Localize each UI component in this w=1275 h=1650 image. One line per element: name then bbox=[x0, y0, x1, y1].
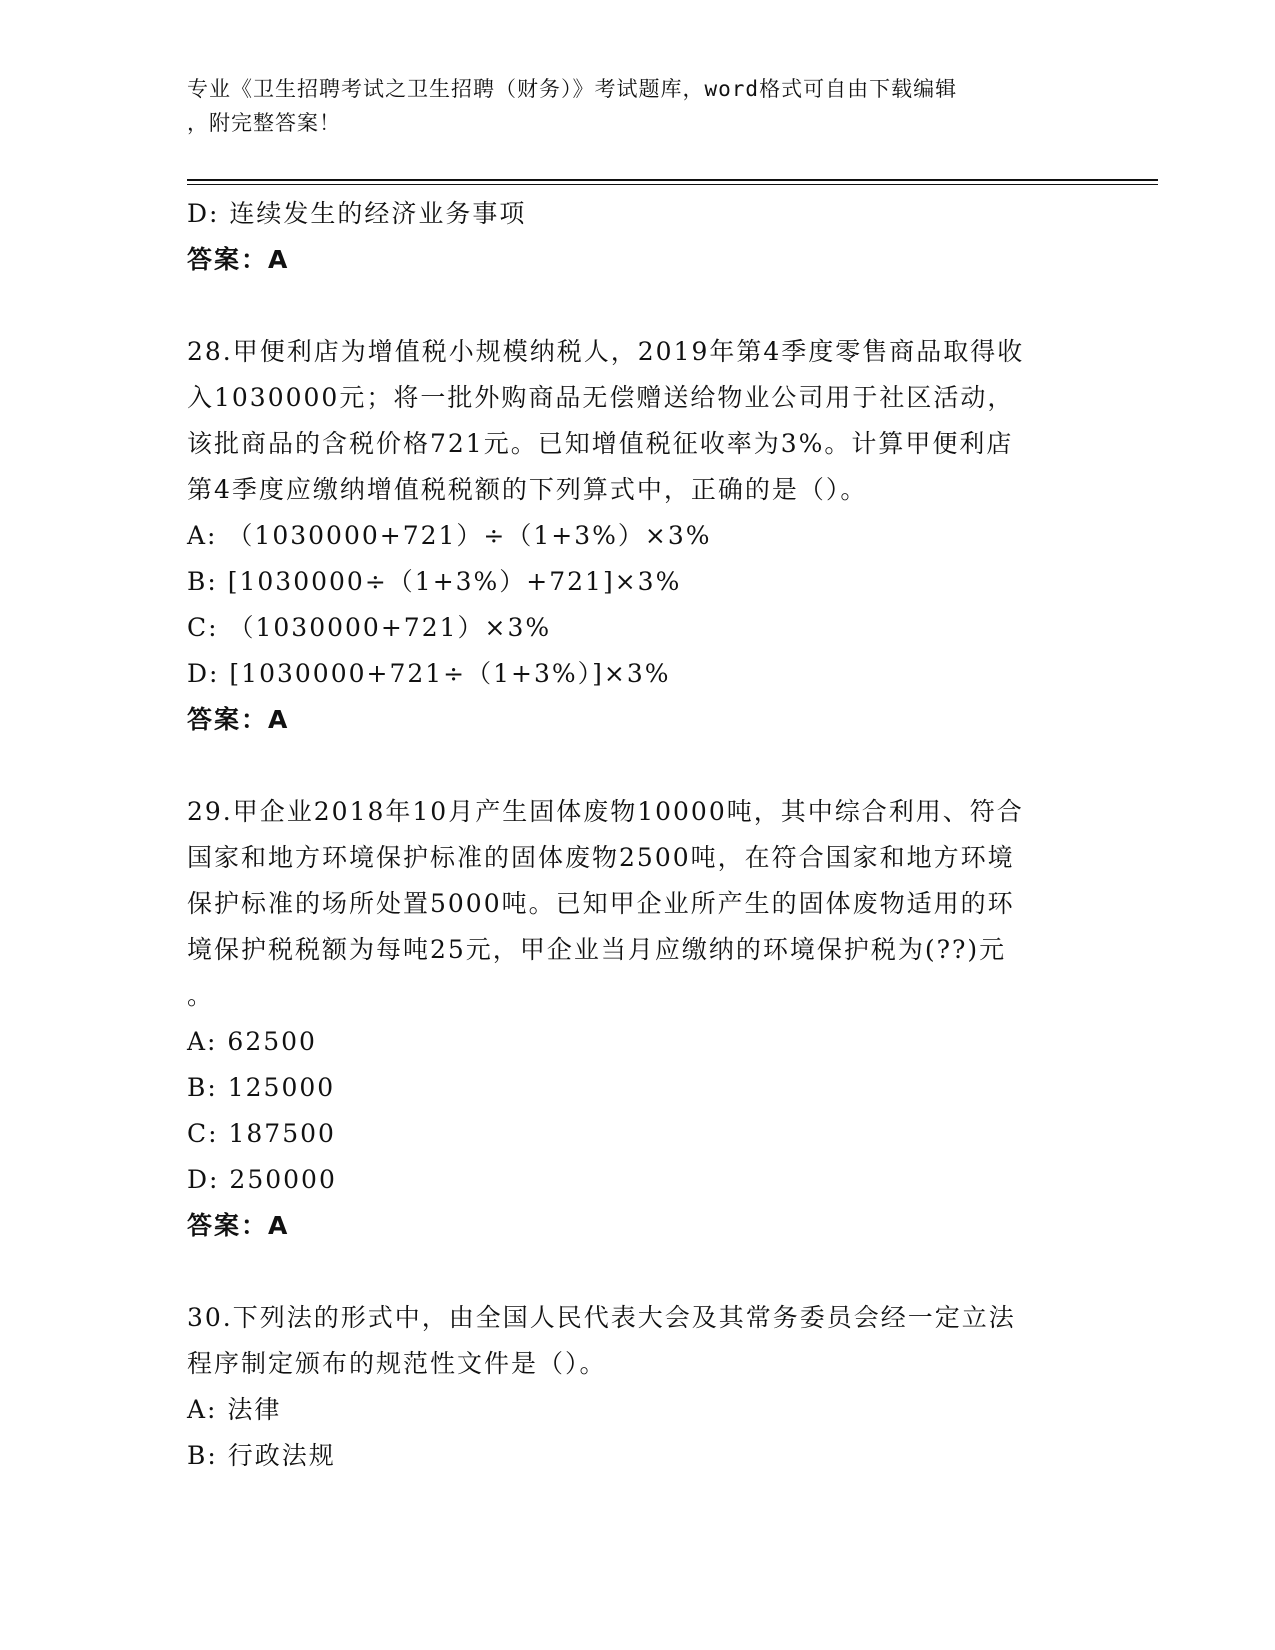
question-stem-line: 国家和地方环境保护标准的固体废物2500吨，在符合国家和地方环境 bbox=[187, 843, 1015, 872]
option-b: B: 125000 bbox=[187, 1073, 336, 1102]
question-29 bbox=[187, 789, 1087, 1249]
header-line-1: 专业《卫生招聘考试之卫生招聘（财务）》考试题库，word格式可自由下载编辑 bbox=[187, 77, 958, 101]
question-stem-line: 保护标准的场所处置5000吨。已知甲企业所产生的固体废物适用的环 bbox=[187, 889, 1015, 918]
option-d: D: 连续发生的经济业务事项 bbox=[187, 199, 527, 228]
answer: 答案：A bbox=[187, 1211, 290, 1240]
question-stem-line: 28.甲便利店为增值税小规模纳税人，2019年第4季度零售商品取得收 bbox=[187, 337, 1025, 366]
option-a: A: 62500 bbox=[187, 1027, 317, 1056]
option-b: B: [1030000÷（1+3%）+721]×3% bbox=[187, 567, 682, 596]
option-c: C: （1030000+721）×3% bbox=[187, 613, 552, 642]
previous-question-tail bbox=[187, 191, 1087, 283]
question-stem-line: 境保护税税额为每吨25元，甲企业当月应缴纳的环境保护税为(??)元 bbox=[187, 935, 1007, 964]
option-a: A: 法律 bbox=[187, 1395, 282, 1424]
question-stem-line: 程序制定颁布的规范性文件是（）。 bbox=[187, 1349, 607, 1378]
option-a: A: （1030000+721）÷（1+3%）×3% bbox=[187, 521, 712, 550]
document-header bbox=[187, 72, 1067, 140]
document-body bbox=[187, 191, 1087, 1479]
option-d: D: [1030000+721÷（1+3%）]×3% bbox=[187, 659, 671, 688]
question-stem-line: 该批商品的含税价格721元。已知增值税征收率为3%。计算甲便利店 bbox=[187, 429, 1014, 458]
header-line-2: ，附完整答案！ bbox=[187, 111, 341, 135]
answer: 答案：A bbox=[187, 245, 290, 274]
answer: 答案：A bbox=[187, 705, 290, 734]
question-28 bbox=[187, 329, 1087, 743]
question-stem-line: 入1030000元；将一批外购商品无偿赠送给物业公司用于社区活动， bbox=[187, 383, 1015, 412]
spacer bbox=[187, 1249, 1087, 1295]
option-d: D: 250000 bbox=[187, 1165, 337, 1194]
option-c: C: 187500 bbox=[187, 1119, 336, 1148]
question-30 bbox=[187, 1295, 1087, 1479]
header-rule-thick bbox=[187, 179, 1158, 181]
question-stem-line: 。 bbox=[187, 981, 215, 1010]
question-stem-line: 29.甲企业2018年10月产生固体废物10000吨，其中综合利用、符合 bbox=[187, 797, 1024, 826]
spacer bbox=[187, 283, 1087, 329]
option-b: B: 行政法规 bbox=[187, 1441, 336, 1470]
question-stem-line: 30.下列法的形式中，由全国人民代表大会及其常务委员会经一定立法 bbox=[187, 1303, 1016, 1332]
spacer bbox=[187, 743, 1087, 789]
header-rule-thin bbox=[187, 184, 1158, 185]
question-stem-line: 第4季度应缴纳增值税税额的下列算式中，正确的是（）。 bbox=[187, 475, 868, 504]
